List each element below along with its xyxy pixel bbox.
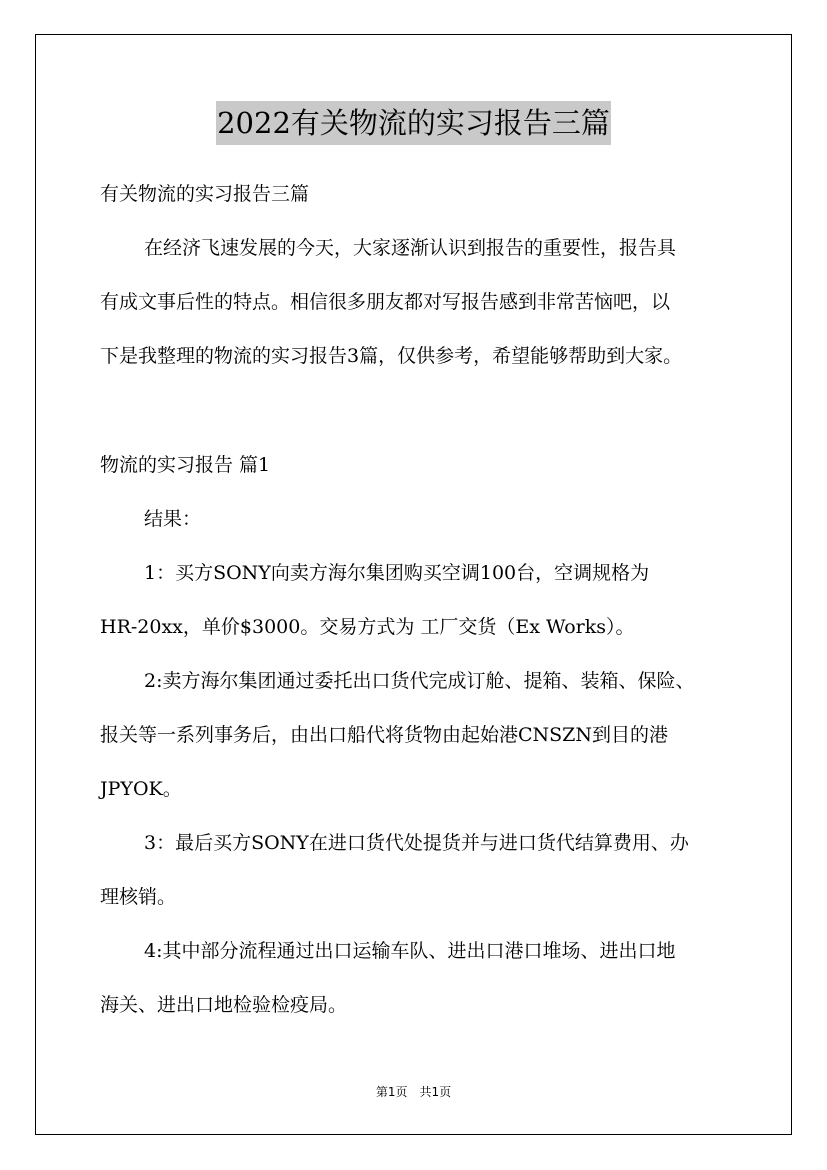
intro-line-3: 下是我整理的物流的实习报告3篇，仅供参考，希望能够帮助到大家。 [100,345,683,367]
item-4-line-1: 4:其中部分流程通过出口运输车队、进出口港口堆场、进出口地 [144,940,676,962]
page-number: 第1页 [375,1085,408,1099]
item-3-line-1: 3：最后买方SONY在进口货代处提货并与进口货代结算费用、办 [144,832,689,854]
item-2-line-2: 报关等一系列事务后，由出口船代将货物由起始港CNSZN到目的港 [100,724,669,746]
intro-line-1: 在经济飞速发展的今天，大家逐渐认识到报告的重要性，报告具 [144,237,677,259]
item-4-line-2: 海关、进出口地检验检疫局。 [100,994,348,1016]
intro-line-2: 有成文事后性的特点。相信很多朋友都对写报告感到非常苦恼吧，以 [100,291,671,313]
item-3-line-2: 理核销。 [100,886,177,908]
item-2-line-1: 2:卖方海尔集团通过委托出口货代完成订舱、提箱、装箱、保险、 [144,670,695,692]
result-label: 结果： [144,508,202,530]
document-title: 2022有关物流的实习报告三篇 [216,101,611,145]
document-subtitle: 有关物流的实习报告三篇 [100,183,310,205]
item-1-line-1: 1：买方SONY向卖方海尔集团购买空调100台，空调规格为 [144,562,650,584]
section-heading: 物流的实习报告 篇1 [100,454,271,476]
page-total: 共1页 [419,1085,452,1099]
title-container [0,101,827,145]
page-footer [0,1083,827,1100]
item-2-line-3: JPYOK。 [100,778,182,800]
item-1-line-2: HR-20xx，单价$3000。交易方式为 工厂交货（Ex Works）。 [100,616,635,638]
